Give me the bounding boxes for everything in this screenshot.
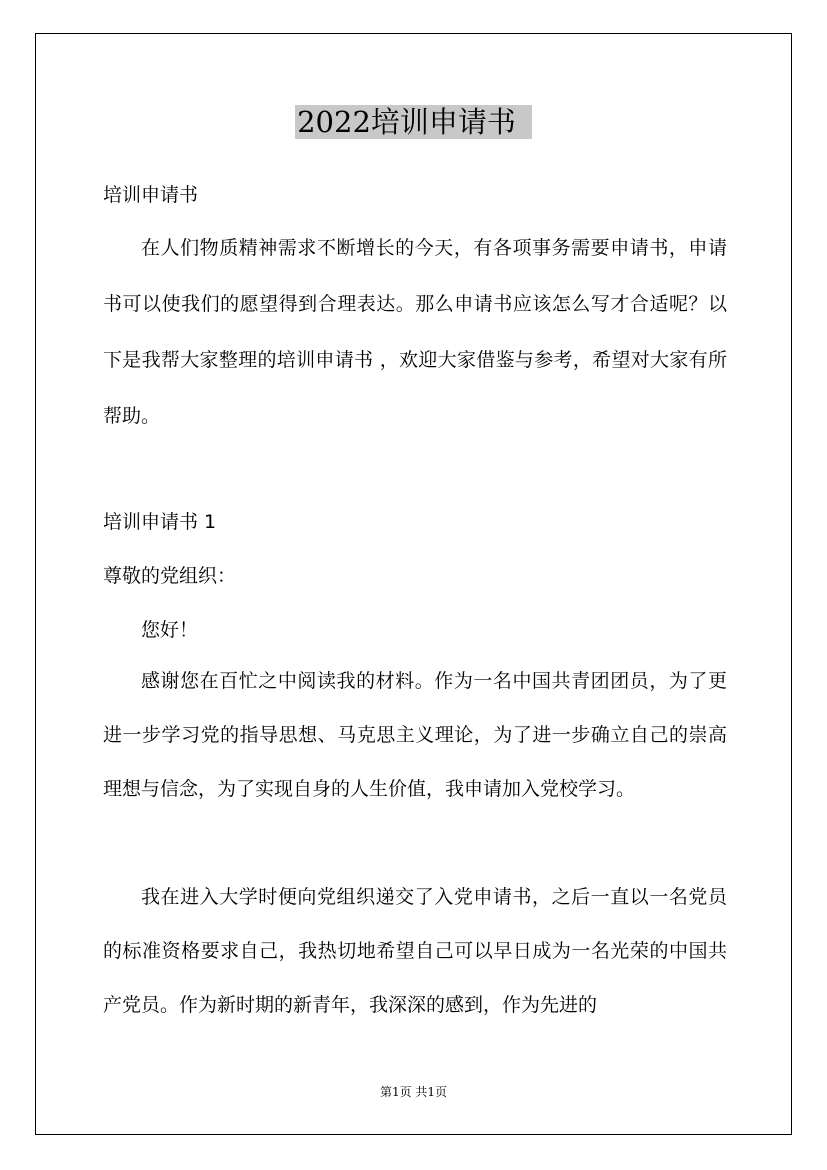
body-paragraph-2: 我在进入大学时便向党组织递交了入党申请书，之后一直以一名党员的标准资格要求自己，我热切地希望自己可以早日成为一名光荣的中国共产党员。作为新时期的新青年，我深深的感到，作为先进的 — [103, 886, 727, 1016]
page-footer: 第1页 共1页 — [379, 1085, 448, 1099]
document-title: 2022培训申请书 — [0, 100, 827, 144]
body-paragraph-1: 感谢您在百忙之中阅读我的材料。作为一名中国共青团团员，为了更进一步学习党的指导思想、马克思主义理论，为了进一步确立自己的崇高理想与信念，为了实现自身的人生价值，我申请加入党校学习。 — [103, 670, 727, 800]
intro-paragraph: 在人们物质精神需求不断增长的今天，有各项事务需要申请书，申请书可以使我们的愿望得到合理表达。那么申请书应该怎么写才合适呢？以下是我帮大家整理的培训申请书 ，欢迎大家借鉴与参考，希望对大家有所帮助。 — [103, 237, 727, 427]
salutation: 尊敬的党组织： — [103, 565, 237, 587]
greeting: 您好！ — [141, 619, 199, 641]
document-subtitle: 培训申请书 — [103, 184, 199, 206]
section-heading: 培训申请书 1 — [103, 511, 217, 533]
